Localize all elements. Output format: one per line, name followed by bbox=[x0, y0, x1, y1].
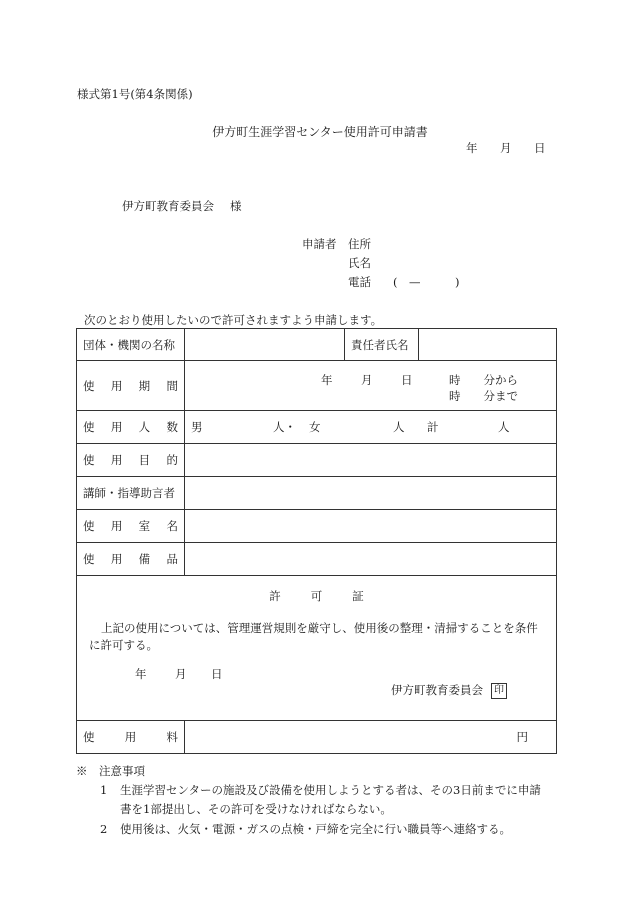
permit-date-month: 月 bbox=[175, 667, 187, 681]
equipment-label-char: 使 bbox=[83, 552, 95, 566]
notes-heading: ※ 注意事項 bbox=[76, 764, 145, 778]
count-label bbox=[83, 419, 178, 435]
count-person-1: 人・ bbox=[273, 420, 296, 434]
table-row bbox=[77, 411, 557, 444]
note-item bbox=[100, 781, 541, 819]
date-year: 年 bbox=[466, 141, 478, 155]
note-text-continued: 書を1部提出し、その許可を受けなければならない。 bbox=[120, 802, 392, 816]
purpose-label-cell bbox=[77, 444, 185, 477]
note-number: 1 bbox=[100, 783, 108, 797]
room-label-char: 使 bbox=[83, 519, 95, 533]
addressee bbox=[122, 198, 242, 214]
seal-icon: 印 bbox=[491, 683, 507, 699]
fee-unit: 円 bbox=[516, 730, 528, 744]
purpose-label-char: 使 bbox=[83, 453, 95, 467]
date-month: 月 bbox=[500, 141, 512, 155]
period-from: 時 分から bbox=[449, 373, 518, 387]
table-row bbox=[77, 444, 557, 477]
permit-text: 上記の使用については、管理運営規則を厳守し、使用後の整理・清掃することを条件に許可する。 bbox=[89, 621, 538, 652]
instructor-label: 講師・指導助言者 bbox=[77, 477, 185, 510]
permit-date-day: 日 bbox=[211, 667, 223, 681]
applicant-address-label: 住所 bbox=[348, 237, 371, 251]
rep-label: 責任者氏名 bbox=[345, 329, 419, 361]
equipment-label-char: 品 bbox=[166, 552, 178, 566]
applicant-label: 申請者 bbox=[302, 237, 337, 251]
equipment-label bbox=[83, 551, 178, 567]
count-female: 女 bbox=[309, 420, 321, 434]
permit-issuer bbox=[391, 682, 507, 699]
applicant-phone-format: ( — ) bbox=[393, 275, 460, 289]
period-label-char: 期 bbox=[138, 378, 151, 393]
period-time bbox=[449, 372, 518, 404]
period-day: 日 bbox=[401, 373, 413, 387]
issuer-name: 伊方町教育委員会 bbox=[391, 683, 483, 697]
form-number: 様式第1号(第4条関係) bbox=[77, 87, 193, 101]
equipment-label-cell bbox=[77, 543, 185, 576]
purpose-value[interactable] bbox=[185, 444, 557, 477]
purpose-label bbox=[83, 452, 178, 468]
period-label bbox=[83, 378, 178, 394]
org-label: 団体・機関の名称 bbox=[77, 329, 185, 361]
fee-label-char: 使 bbox=[83, 730, 95, 744]
period-value[interactable] bbox=[185, 361, 557, 411]
period-month: 月 bbox=[361, 373, 373, 387]
period-label-char: 間 bbox=[166, 378, 178, 393]
period-label-char: 用 bbox=[110, 378, 123, 393]
period-label-char: 使 bbox=[83, 378, 95, 393]
count-value[interactable] bbox=[185, 411, 557, 444]
fee-label-cell bbox=[77, 721, 185, 754]
room-label bbox=[83, 518, 178, 534]
fee-label-char: 用 bbox=[124, 730, 137, 744]
equipment-value[interactable] bbox=[185, 543, 557, 576]
applicant-phone bbox=[348, 274, 459, 290]
table-row bbox=[77, 329, 557, 361]
permit-section bbox=[77, 576, 557, 721]
note-text: 使用後は、火気・電源・ガスの点検・戸締を完全に行い職員等へ連絡する。 bbox=[120, 822, 511, 836]
application-date bbox=[466, 140, 546, 156]
document-title: 伊方町生涯学習センター使用許可申請書 bbox=[212, 125, 428, 139]
period-year: 年 bbox=[321, 373, 333, 387]
count-label-char: 人 bbox=[138, 420, 151, 434]
purpose-label-char: 目 bbox=[138, 453, 151, 467]
period-date bbox=[321, 372, 413, 388]
purpose-label-char: 用 bbox=[110, 453, 123, 467]
period-label-cell bbox=[77, 361, 185, 411]
room-label-char: 用 bbox=[110, 519, 123, 533]
table-row bbox=[77, 361, 557, 411]
note-number: 2 bbox=[100, 822, 108, 836]
count-male: 男 bbox=[191, 420, 203, 434]
room-value[interactable] bbox=[185, 510, 557, 543]
table-row bbox=[77, 510, 557, 543]
fee-label-char: 料 bbox=[166, 730, 178, 744]
note-item bbox=[100, 820, 511, 839]
application-table bbox=[76, 328, 557, 754]
room-label-cell bbox=[77, 510, 185, 543]
permit-date bbox=[135, 666, 223, 682]
permit-title-char: 可 bbox=[310, 589, 323, 603]
room-label-char: 名 bbox=[166, 519, 178, 533]
count-label-char: 数 bbox=[166, 420, 178, 434]
org-value[interactable] bbox=[185, 329, 345, 361]
table-row bbox=[77, 543, 557, 576]
permit-date-year: 年 bbox=[135, 667, 147, 681]
instructor-value[interactable] bbox=[185, 477, 557, 510]
table-row bbox=[77, 721, 557, 754]
count-total: 計 bbox=[427, 420, 439, 434]
table-row bbox=[77, 477, 557, 510]
equipment-label-char: 用 bbox=[110, 552, 123, 566]
count-label-char: 使 bbox=[83, 420, 95, 434]
intro-text: 次のとおり使用したいので許可されますよう申請します。 bbox=[84, 313, 383, 327]
addressee-name: 伊方町教育委員会 bbox=[122, 199, 214, 213]
permit-title-char: 証 bbox=[352, 589, 364, 603]
rep-value[interactable] bbox=[419, 329, 557, 361]
note-text: 生涯学習センターの施設及び設備を使用しようとする者は、その3日前までに申請 bbox=[120, 783, 541, 797]
permit-row bbox=[77, 576, 557, 721]
purpose-label-char: 的 bbox=[166, 453, 178, 467]
room-label-char: 室 bbox=[138, 519, 151, 533]
fee-value[interactable] bbox=[185, 721, 557, 754]
count-person-2: 人 bbox=[393, 420, 405, 434]
permit-title bbox=[83, 588, 550, 604]
addressee-suffix: 様 bbox=[230, 199, 242, 213]
count-label-cell bbox=[77, 411, 185, 444]
count-label-char: 用 bbox=[110, 420, 123, 434]
date-day: 日 bbox=[534, 141, 546, 155]
period-to: 時 分まで bbox=[449, 389, 518, 403]
applicant-phone-label: 電話 bbox=[348, 275, 371, 289]
fee-label bbox=[83, 729, 178, 745]
applicant-name-label: 氏名 bbox=[348, 256, 371, 270]
equipment-label-char: 備 bbox=[138, 552, 151, 566]
permit-title-char: 許 bbox=[269, 589, 281, 603]
count-person-3: 人 bbox=[498, 420, 510, 434]
